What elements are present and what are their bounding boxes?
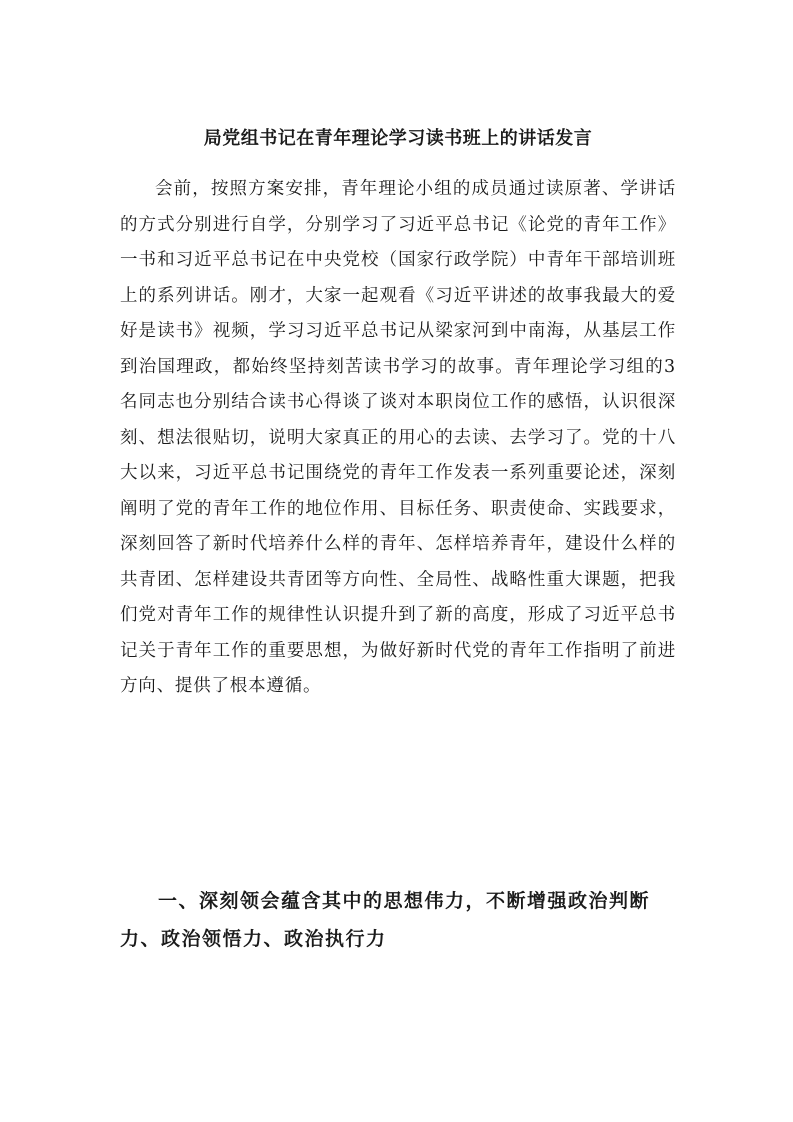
document-title: 局党组书记在青年理论学习读书班上的讲话发言 [203,128,593,149]
body-paragraph: 会前，按照方案安排，青年理论小组的成员通过读原著、学讲话的方式分别进行自学，分别学习了习近平总书记《论党的青年工作》一书和习近平总书记在中央党校（国家行政学院）中青年干部培训班上的系列讲话。刚才，大家一起观看《习近平讲述的故事我最大的爱好是读书》视频，学习习近平总书记从梁家河到中南海，从基层工作到治国理政，都始终坚持刻苦读书学习的故事。青年理论学习组的3名同志也分别结合读书心得谈了谈对本职岗位工作的感悟，认识很深刻、想法很贴切，说明大家真正的用心的去读、去学习了。党的十八大以来，习近平总书记围绕党的青年工作发表一系列重要论述，深刻阐明了党的青年工作的地位作用、目标任务、职责使命、实践要求，深刻回答了新时代培养什么样的青年、怎样培养青年，建设什么样的共青团、怎样建设共青团等方向性、全局性、战略性重大课题，把我们党对青年工作的规律性认识提升到了新的高度，形成了习近平总书记关于青年工作的重要思想，为做好新时代党的青年工作指明了前进方向、提供了根本遵循。 [120,179,676,696]
section-heading: 一、深刻领会蕴含其中的思想伟力，不断增强政治判断力、政治领悟力、政治执行力 [120,890,651,950]
